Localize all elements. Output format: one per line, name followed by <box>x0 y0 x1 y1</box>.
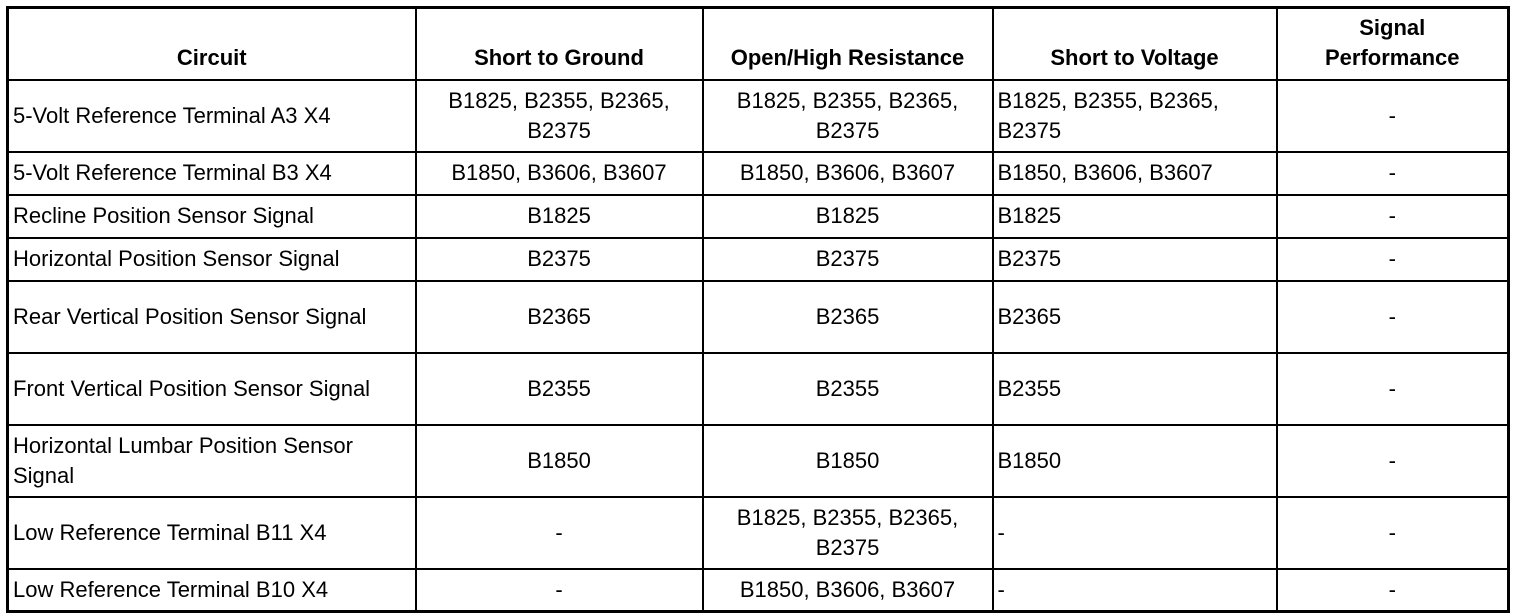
table-row <box>8 353 1509 425</box>
cell-circuit: 5-Volt Reference Terminal B3 X4 <box>8 152 416 195</box>
cell-open-high-resistance: B2355 <box>703 353 993 425</box>
cell-short-to-voltage: B2365 <box>993 281 1277 353</box>
table-row <box>8 425 1509 497</box>
cell-open-high-resistance: B2365 <box>703 281 993 353</box>
cell-circuit: Front Vertical Position Sensor Signal <box>8 353 416 425</box>
cell-open-high-resistance: B2375 <box>703 238 993 281</box>
cell-short-to-ground: B2365 <box>416 281 703 353</box>
table-row <box>8 152 1509 195</box>
cell-open-high-resistance: B1825, B2355, B2365, B2375 <box>703 80 993 152</box>
cell-circuit: Recline Position Sensor Signal <box>8 195 416 238</box>
table-row <box>8 80 1509 152</box>
cell-signal-performance: - <box>1277 238 1509 281</box>
cell-signal-performance: - <box>1277 281 1509 353</box>
table-row <box>8 281 1509 353</box>
cell-circuit: Low Reference Terminal B10 X4 <box>8 569 416 612</box>
cell-short-to-voltage: B1850, B3606, B3607 <box>993 152 1277 195</box>
cell-short-to-voltage: B2355 <box>993 353 1277 425</box>
cell-circuit: Horizontal Position Sensor Signal <box>8 238 416 281</box>
cell-signal-performance: - <box>1277 425 1509 497</box>
cell-short-to-voltage: B1825 <box>993 195 1277 238</box>
cell-short-to-ground: B1850, B3606, B3607 <box>416 152 703 195</box>
table-row <box>8 195 1509 238</box>
cell-short-to-voltage: - <box>993 569 1277 612</box>
cell-open-high-resistance: B1850, B3606, B3607 <box>703 569 993 612</box>
cell-short-to-ground: B2355 <box>416 353 703 425</box>
header-short-to-ground: Short to Ground <box>416 8 703 80</box>
header-circuit: Circuit <box>8 8 416 80</box>
header-short-to-voltage: Short to Voltage <box>993 8 1277 80</box>
cell-open-high-resistance: B1825 <box>703 195 993 238</box>
cell-circuit: Horizontal Lumbar Position Sensor Signal <box>8 425 416 497</box>
cell-signal-performance: - <box>1277 80 1509 152</box>
cell-signal-performance: - <box>1277 497 1509 569</box>
dtc-circuit-table <box>6 6 1510 613</box>
header-row <box>8 8 1509 80</box>
cell-short-to-voltage: B1825, B2355, B2365, B2375 <box>993 80 1277 152</box>
cell-short-to-ground: B2375 <box>416 238 703 281</box>
cell-short-to-ground: B1825, B2355, B2365, B2375 <box>416 80 703 152</box>
table-row <box>8 497 1509 569</box>
cell-short-to-voltage: B1850 <box>993 425 1277 497</box>
cell-open-high-resistance: B1850 <box>703 425 993 497</box>
cell-short-to-ground: - <box>416 497 703 569</box>
cell-signal-performance: - <box>1277 195 1509 238</box>
table-row <box>8 238 1509 281</box>
header-signal-performance: Signal Performance <box>1277 8 1509 80</box>
cell-circuit: Rear Vertical Position Sensor Signal <box>8 281 416 353</box>
cell-short-to-voltage: B2375 <box>993 238 1277 281</box>
cell-signal-performance: - <box>1277 152 1509 195</box>
cell-short-to-voltage: - <box>993 497 1277 569</box>
cell-open-high-resistance: B1850, B3606, B3607 <box>703 152 993 195</box>
table-row <box>8 569 1509 612</box>
header-open-high-resistance: Open/High Resistance <box>703 8 993 80</box>
cell-short-to-ground: B1850 <box>416 425 703 497</box>
cell-short-to-ground: - <box>416 569 703 612</box>
cell-circuit: 5-Volt Reference Terminal A3 X4 <box>8 80 416 152</box>
cell-signal-performance: - <box>1277 569 1509 612</box>
cell-circuit: Low Reference Terminal B11 X4 <box>8 497 416 569</box>
cell-short-to-ground: B1825 <box>416 195 703 238</box>
cell-signal-performance: - <box>1277 353 1509 425</box>
cell-open-high-resistance: B1825, B2355, B2365, B2375 <box>703 497 993 569</box>
